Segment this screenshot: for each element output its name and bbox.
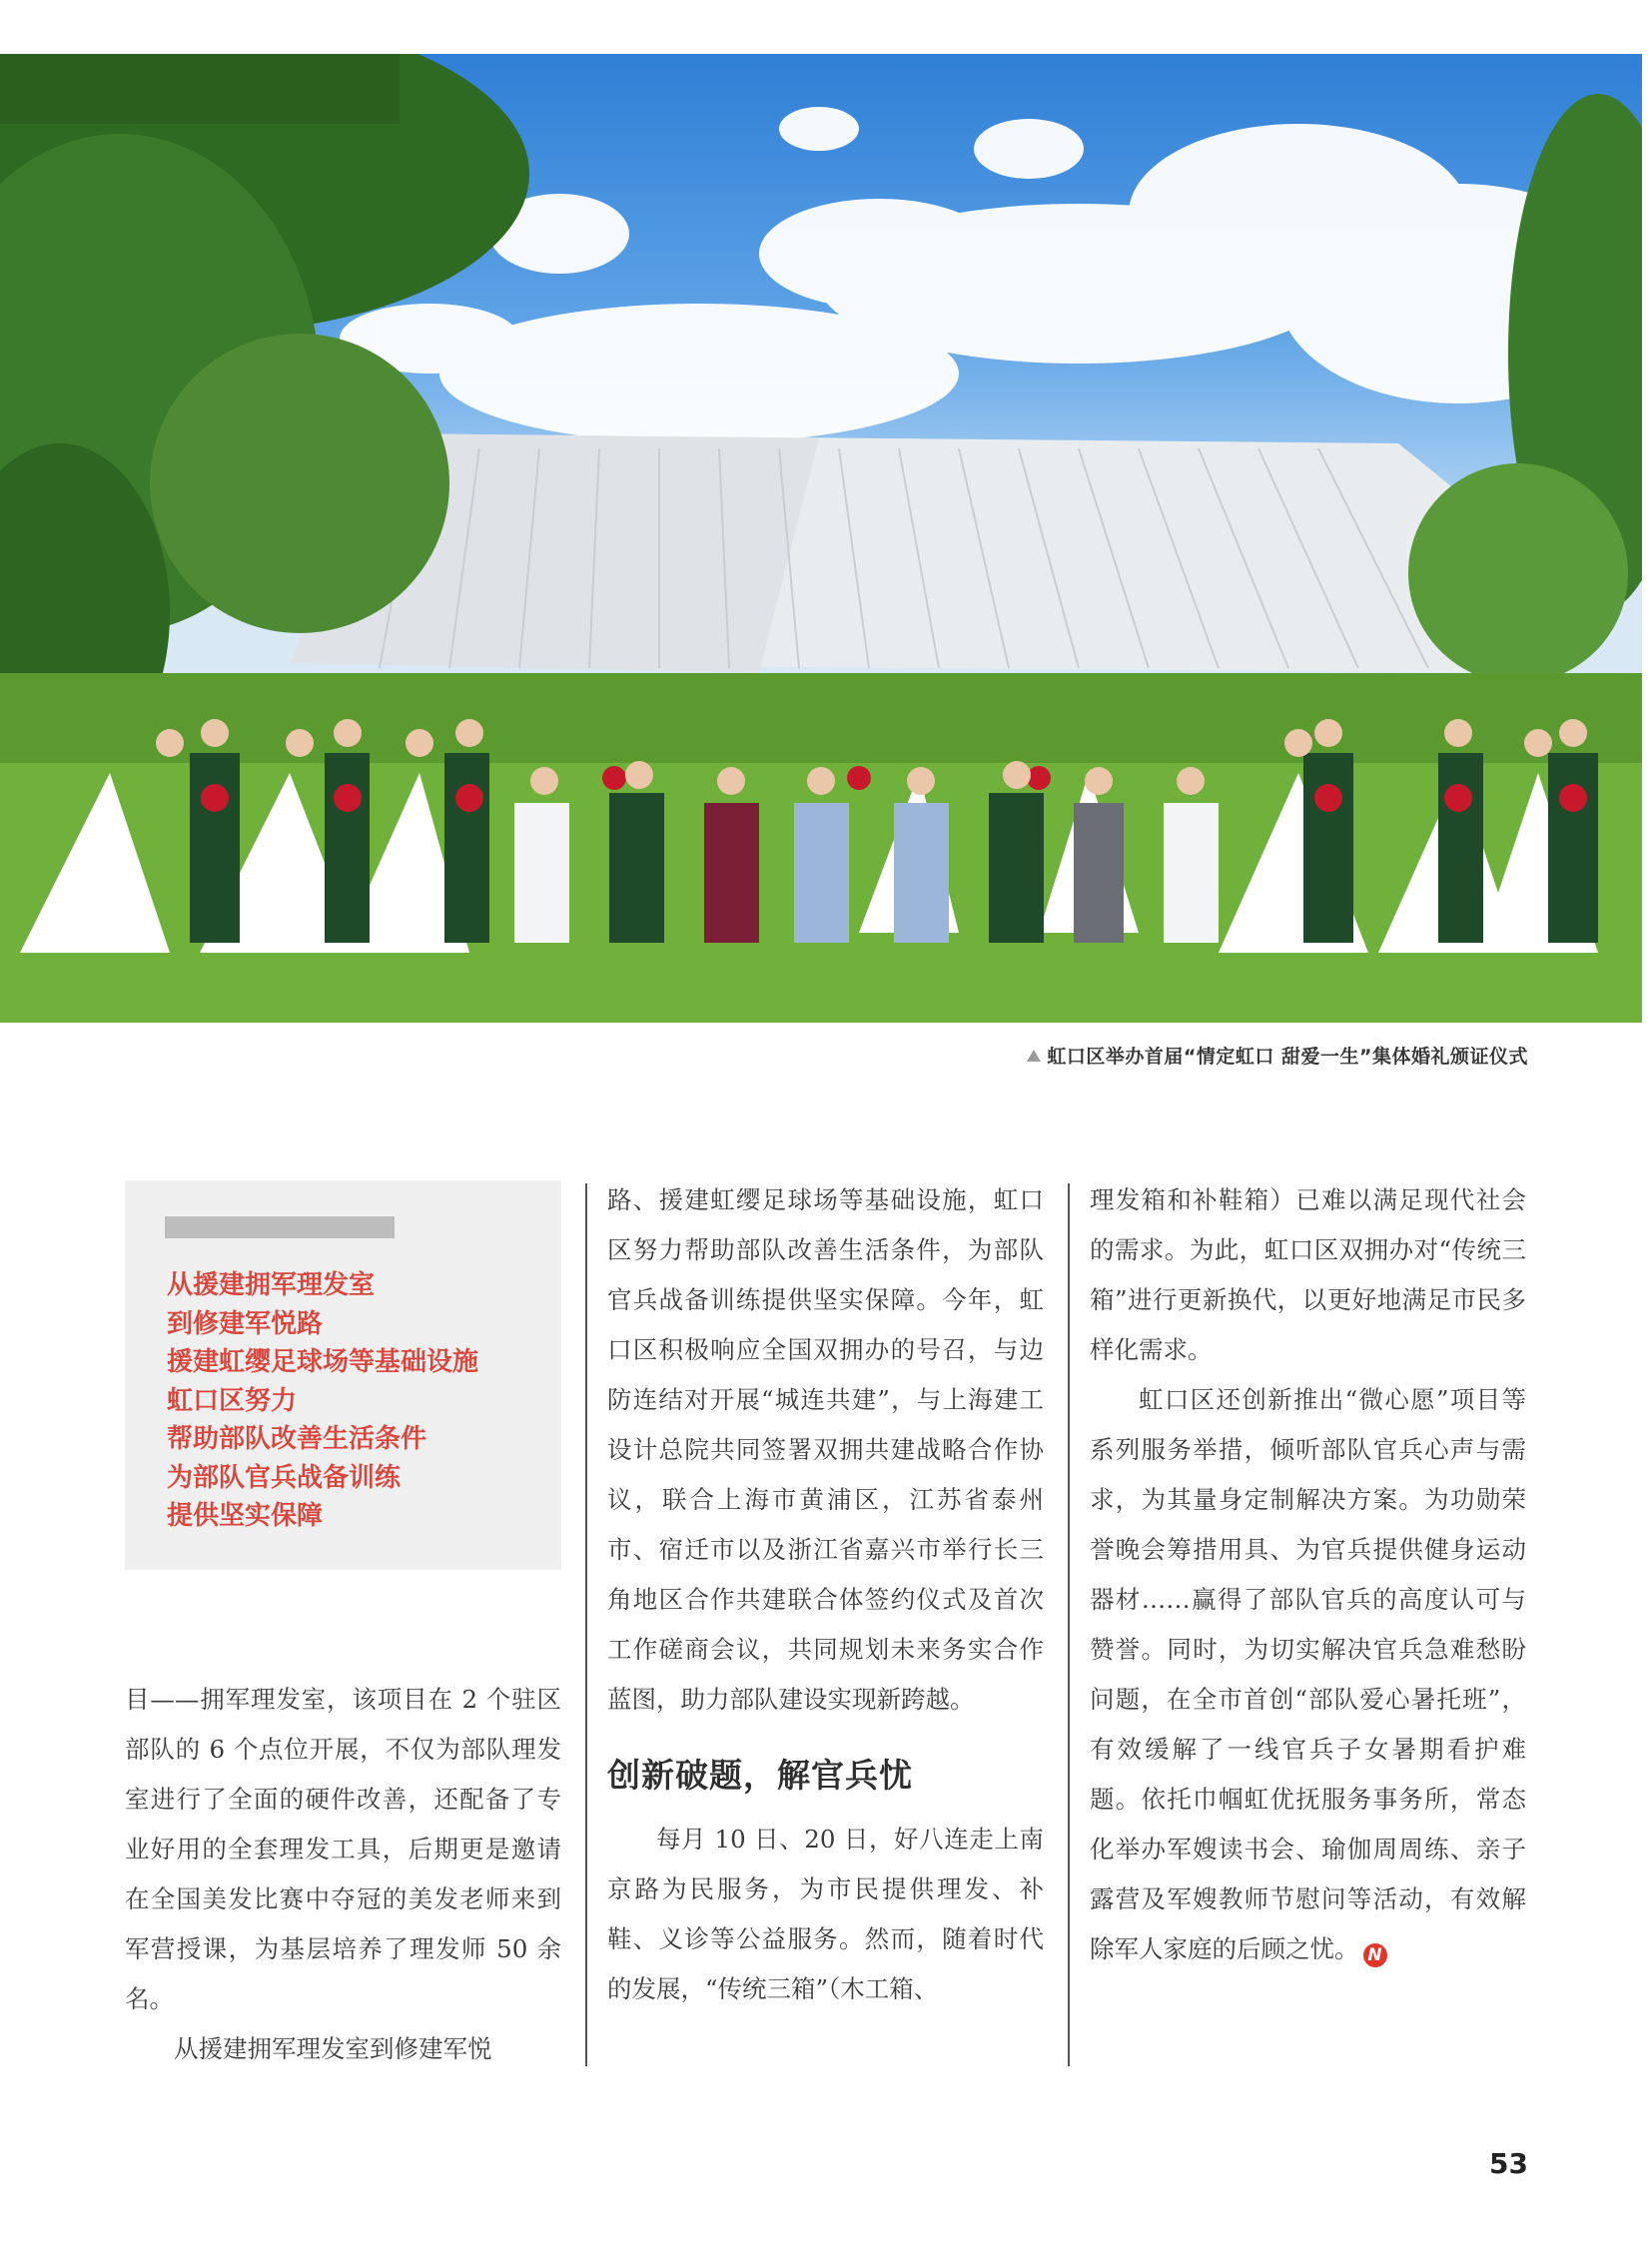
pull-quote-line: 为部队官兵战备训练 bbox=[167, 1462, 402, 1493]
paragraph: 目——拥军理发室，该项目在 2 个驻区部队的 6 个点位开展，不仅为部队理发室进行了全面的硬件改善，还配备了专业好用的全套理发工具，后期更是邀请在全国美发比赛中夺冠的美发老师来到军营授课，为基层培养了理发师 50 余名。 bbox=[125, 1685, 561, 2013]
pull-quote-line: 援建虹缨足球场等基础设施 bbox=[167, 1347, 479, 1377]
pull-quote-bar bbox=[165, 1216, 395, 1238]
paragraph: 从援建拥军理发室到修建军悦 bbox=[174, 2034, 492, 2063]
article-column-1 bbox=[125, 1675, 561, 2074]
paragraph: 每月 10 日、20 日，好八连走上南京路为民服务，为市民提供理发、补鞋、义诊等公益服务。然而，随着时代的发展，“传统三箱”（木工箱、 bbox=[607, 1825, 1044, 2003]
column-divider bbox=[1068, 1183, 1070, 2066]
clouds bbox=[340, 107, 1638, 443]
pull-quote-line: 到修建军悦路 bbox=[167, 1308, 324, 1339]
paragraph: 理发箱和补鞋箱）已难以满足现代社会的需求。为此，虹口区双拥办对“传统三箱”进行更新换代，以更好地满足市民多样化需求。 bbox=[1090, 1185, 1526, 1364]
pull-quote-line: 虹口区努力 bbox=[167, 1385, 298, 1416]
pull-quote bbox=[167, 1266, 478, 1536]
pull-quote-line: 帮助部队改善生活条件 bbox=[167, 1424, 427, 1454]
section-heading: 创新破题，解官兵忧 bbox=[607, 1756, 913, 1795]
photo-caption: 虹口区举办首届“情定虹口 甜爱一生”集体婚礼颁证仪式 bbox=[1027, 1042, 1528, 1069]
column-divider bbox=[585, 1183, 587, 2066]
paragraph bbox=[1090, 1375, 1526, 1974]
pull-quote-box bbox=[125, 1180, 561, 1570]
caption-triangle-icon bbox=[1027, 1050, 1041, 1062]
hero-photo bbox=[0, 54, 1642, 1023]
paragraph-text: 虹口区还创新推出“微心愿”项目等系列服务举措，倾听部队官兵心声与需求，为其量身定制解决方案。为功勋荣誉晚会筹措用具、为官兵提供健身运动器材……赢得了部队官兵的高度认可与赞誉。同时，为切实解决官兵急难愁盼问题，在全市首创“部队爱心暑托班”，有效缓解了一线官兵子女暑期看护难题。依托巾帼虹优抚服务事务所，常态化举办军嫂读书会、瑜伽周周练、亲子露营及军嫂教师节慰问等活动，有效解除军人家庭的后顾之忧。 bbox=[1090, 1385, 1526, 1963]
group-wedding-photo-illustration bbox=[0, 54, 1642, 1023]
page-number: 53 bbox=[1489, 2147, 1528, 2180]
article-column-3 bbox=[1090, 1175, 1526, 1974]
pull-quote-line: 从援建拥军理发室 bbox=[167, 1270, 376, 1300]
pull-quote-line: 提供坚实保障 bbox=[167, 1501, 324, 1531]
paragraph: 路、援建虹缨足球场等基础设施，虹口区努力帮助部队改善生活条件，为部队官兵战备训练提供坚实保障。今年，虹口区积极响应全国双拥办的号召，与边防连结对开展“城连共建”，与上海建工设计总院共同签署双拥共建战略合作协议，联合上海市黄浦区，江苏省泰州市、宿迁市以及浙江省嘉兴市举行长三角地区合作共建联合体签约仪式及首次工作磋商会议，共同规划未来务实合作蓝图，助力部队建设实现新跨越。 bbox=[607, 1185, 1044, 1714]
end-mark-icon: N bbox=[1363, 1943, 1387, 1967]
article-column-2 bbox=[607, 1175, 1044, 2014]
